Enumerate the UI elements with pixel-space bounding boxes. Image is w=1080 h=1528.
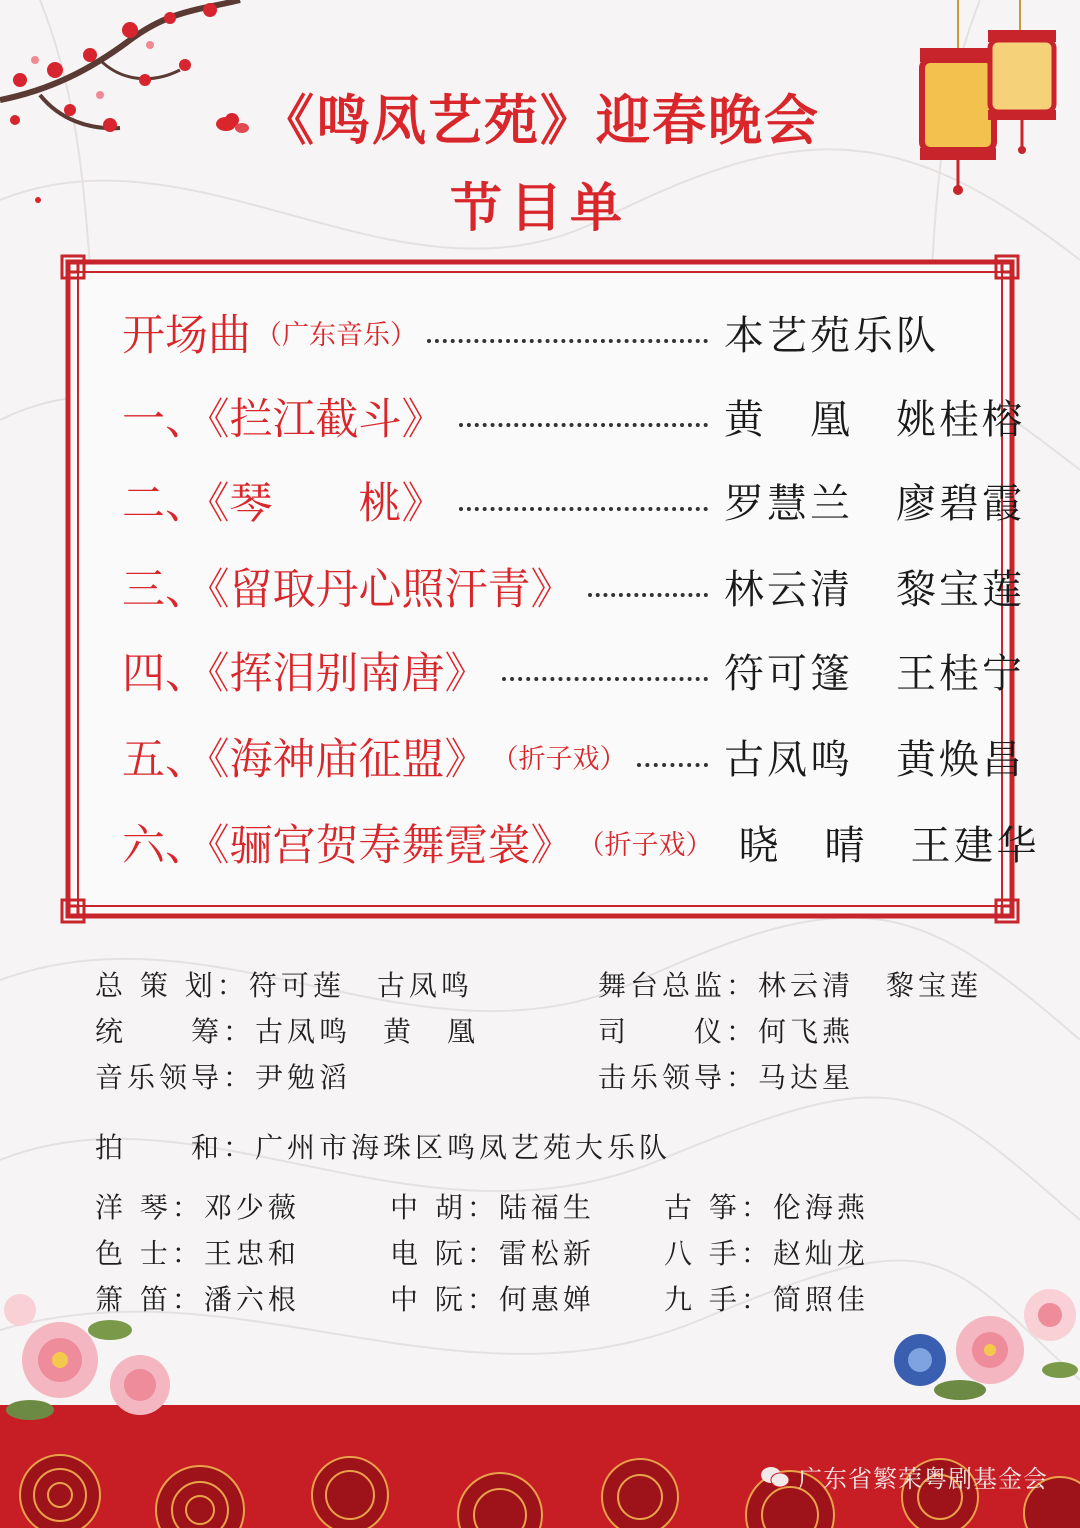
musician-entry (664, 1278, 869, 1318)
musician-value: 邓少薇 (203, 1191, 300, 1224)
staff-entry (95, 964, 473, 1004)
staff-value: 古凤鸣 黄 凰 (255, 1015, 480, 1048)
musician-value: 陆福生 (498, 1191, 595, 1224)
musician-entry (390, 1278, 595, 1318)
peony-left-decoration (0, 1290, 190, 1430)
musician-label: 中 阮： (390, 1283, 499, 1316)
program-title: 一、《拦江截斗》 (122, 394, 445, 445)
musician-value: 潘六根 (203, 1283, 300, 1316)
musician-entry (664, 1232, 869, 1272)
staff-label: 总 策 划： (95, 969, 249, 1002)
page-title: 《鸣凤艺苑》迎春晚会 (260, 89, 820, 152)
staff-label: 统 筹： (95, 1015, 256, 1048)
program-title: 五、《海神庙征盟》 (122, 734, 488, 785)
program-row (122, 302, 982, 362)
program-title: 三、《留取丹心照汗青》 (122, 564, 574, 615)
musician-entry (390, 1186, 595, 1226)
program-row (122, 470, 1025, 530)
musician-label: 古 筝： (664, 1191, 773, 1224)
program-note: （折子戏） (577, 829, 713, 861)
musician-label: 中 胡： (390, 1191, 499, 1224)
musician-value: 赵灿龙 (772, 1237, 869, 1270)
musician-entry (664, 1186, 869, 1226)
program-title: 二、《琴 桃》 (122, 478, 445, 529)
program-performers: 古凤鸣 黄焕昌 (724, 736, 1025, 783)
program-performers: 晓 晴 王建华 (738, 822, 1040, 869)
program-performers: 黄 凰 姚桂榕 (724, 396, 1025, 443)
program-performers: 罗慧兰 廖碧霞 (724, 480, 1025, 527)
staff-entry (95, 1010, 479, 1050)
program-row (122, 386, 1025, 446)
program-note: （广东音乐） (255, 319, 417, 351)
program-row (122, 556, 1025, 616)
peony-right-decoration (870, 1270, 1080, 1410)
staff-value: 尹勉滔 (255, 1061, 352, 1094)
program-performers: 本艺苑乐队 (724, 312, 939, 359)
staff-label: 击乐领导： (598, 1061, 759, 1094)
musician-label: 洋 琴： (95, 1191, 204, 1224)
musician-value: 伦海燕 (772, 1191, 869, 1224)
staff-label: 音乐领导： (95, 1061, 256, 1094)
musician-label: 色 士： (95, 1237, 204, 1270)
musician-entry (95, 1186, 300, 1226)
staff-entry (598, 1056, 854, 1096)
musician-label: 电 阮： (390, 1237, 499, 1270)
program-title: 六、《骊宫贺寿舞霓裳》 (122, 820, 574, 871)
musician-entry (390, 1232, 595, 1272)
musician-value: 雷松新 (498, 1237, 595, 1270)
dot-leader (459, 421, 709, 427)
accompaniment-value: 广州市海珠区鸣凤艺苑大乐队 (255, 1131, 672, 1164)
staff-label: 司 仪： (598, 1015, 759, 1048)
musician-entry (95, 1232, 300, 1272)
brand-text: 广东省繁荣粤剧基金会 (798, 1465, 1048, 1493)
brand-watermark (760, 1459, 1048, 1494)
staff-entry (598, 964, 982, 1004)
musician-value: 王忠和 (203, 1237, 300, 1270)
dot-leader (637, 761, 709, 767)
accompaniment-label: 拍 和： (95, 1131, 256, 1164)
staff-entry (598, 1010, 854, 1050)
dot-leader (588, 591, 709, 597)
musician-label: 箫 笛： (95, 1283, 204, 1316)
dot-leader (459, 505, 709, 511)
dot-leader (427, 337, 708, 343)
staff-label: 舞台总监： (598, 969, 759, 1002)
staff-entry (95, 1056, 351, 1096)
staff-value: 符可莲 古凤鸣 (248, 969, 473, 1002)
accompaniment-entry (95, 1126, 671, 1166)
program-row (122, 640, 1025, 700)
program-note: （折子戏） (491, 743, 627, 775)
staff-value: 林云清 黎宝莲 (758, 969, 983, 1002)
program-title: 开场曲 (122, 310, 251, 361)
musician-label: 八 手： (664, 1237, 773, 1270)
program-row (122, 812, 1040, 872)
musician-label: 九 手： (664, 1283, 773, 1316)
dot-leader (502, 675, 709, 681)
page-subtitle: 节目单 (449, 179, 630, 239)
staff-value: 马达星 (758, 1061, 855, 1094)
program-performers: 林云清 黎宝莲 (724, 566, 1025, 613)
wechat-icon (760, 1465, 790, 1489)
staff-value: 何飞燕 (758, 1015, 855, 1048)
program-row (122, 726, 1025, 786)
musician-value: 简照佳 (772, 1283, 869, 1316)
musician-value: 何惠婵 (498, 1283, 595, 1316)
program-title: 四、《挥泪别南唐》 (122, 648, 488, 699)
program-performers: 符可篷 王桂宁 (724, 650, 1025, 697)
